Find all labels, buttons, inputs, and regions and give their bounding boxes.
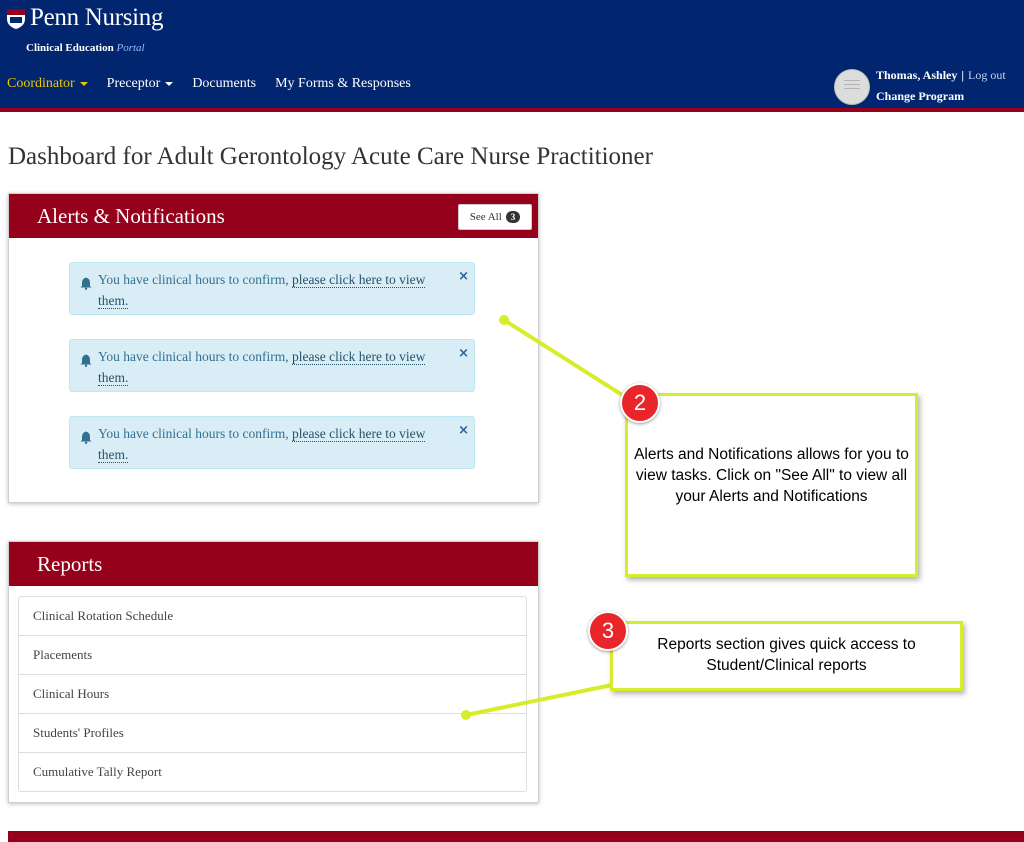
alert-text: You have clinical hours to confirm, bbox=[98, 272, 292, 287]
alert-text: You have clinical hours to confirm, bbox=[98, 426, 292, 441]
close-icon[interactable]: × bbox=[458, 269, 469, 284]
callout-3-pointer bbox=[466, 685, 612, 715]
user-separator: | bbox=[961, 68, 965, 82]
brand-name: Penn Nursing bbox=[30, 4, 164, 31]
next-panel-header bbox=[8, 831, 1024, 842]
nav-coordinator-label: Coordinator bbox=[7, 76, 75, 91]
report-item[interactable]: Placements bbox=[19, 636, 526, 675]
alerts-panel-title: Alerts & Notifications bbox=[37, 204, 225, 228]
callout-2-text: Alerts and Notifications allows for you to view tasks. Click on "See All" to view all your Alerts and Notifications bbox=[634, 446, 909, 505]
close-icon[interactable]: × bbox=[458, 346, 469, 361]
nav-documents[interactable]: Documents bbox=[192, 76, 257, 91]
callout-2 bbox=[625, 393, 918, 577]
report-item[interactable]: Clinical Hours bbox=[19, 675, 526, 714]
report-item[interactable]: Students' Profiles bbox=[19, 714, 526, 753]
page-title: Dashboard for Adult Gerontology Acute Care Nurse Practitioner bbox=[8, 143, 653, 170]
alert-text: You have clinical hours to confirm, bbox=[98, 349, 292, 364]
nav-preceptor-label: Preceptor bbox=[106, 76, 161, 91]
callout-2-pointer bbox=[504, 320, 627, 398]
report-item[interactable]: Clinical Rotation Schedule bbox=[19, 597, 526, 636]
callout-3-number: 3 bbox=[588, 611, 628, 651]
callout-2-pointer-dot bbox=[499, 315, 509, 325]
alert-count-badge: 3 bbox=[506, 211, 521, 223]
alert-view-link[interactable]: please click here to view them. bbox=[98, 426, 426, 462]
change-program-link[interactable]: Change Program bbox=[876, 89, 965, 103]
callout-3 bbox=[610, 621, 963, 691]
logout-link[interactable]: Log out bbox=[968, 68, 1006, 82]
callout-2-number: 2 bbox=[620, 383, 660, 423]
close-icon[interactable]: × bbox=[458, 423, 469, 438]
see-all-label: See All bbox=[469, 211, 502, 223]
report-item[interactable]: Cumulative Tally Report bbox=[33, 764, 162, 779]
brand-subtitle-text: Clinical Education bbox=[26, 42, 114, 54]
callout-3-text: Reports section gives quick access to Student/Clinical reports bbox=[657, 636, 916, 674]
reports-panel-title: Reports bbox=[37, 552, 103, 576]
alert-view-link[interactable]: please click here to view them. bbox=[98, 272, 426, 308]
user-name: Thomas, Ashley bbox=[876, 68, 958, 82]
brand-subtitle-accent: Portal bbox=[116, 42, 145, 54]
nav-my-forms[interactable]: My Forms & Responses bbox=[275, 76, 411, 91]
callout-3-pointer-dot bbox=[461, 710, 471, 720]
alert-view-link[interactable]: please click here to view them. bbox=[98, 349, 426, 385]
